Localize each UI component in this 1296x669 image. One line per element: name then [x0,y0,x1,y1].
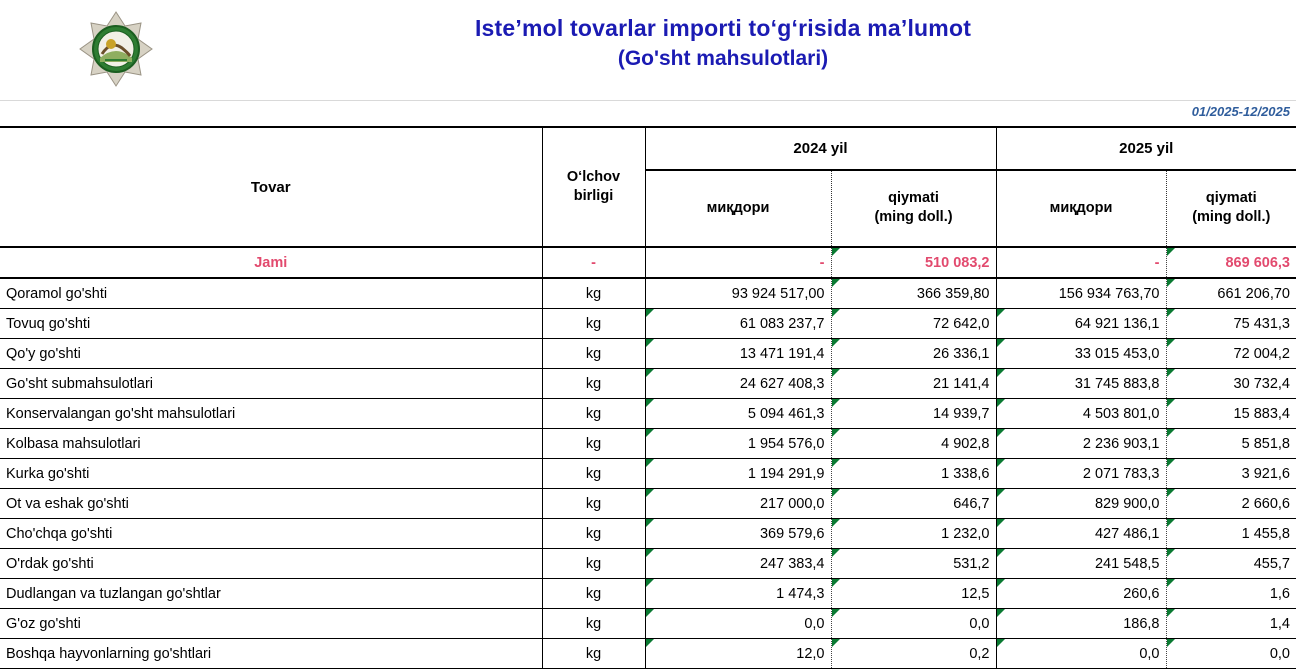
cell-v2024 [831,549,996,579]
cell-value: 1 194 291,9 [748,466,825,482]
cell-value: 14 939,7 [933,406,989,422]
cell-v2024 [831,247,996,278]
cell-value: 1,6 [1270,586,1290,602]
table-head [0,127,1296,247]
cell-q2025 [996,609,1166,639]
cell-value: 26 336,1 [933,346,989,362]
cell-marker-icon [997,639,1005,647]
table-row [0,309,1296,339]
cell-marker-icon [646,519,654,527]
cell-value: 1 338,6 [941,466,989,482]
cell-value: 829 900,0 [1095,496,1160,512]
cell-v2024 [831,609,996,639]
cell-value: 12,5 [961,586,989,602]
cell-value: 2 071 783,3 [1083,466,1160,482]
cell-marker-icon [1167,399,1175,407]
cell-v2025 [1166,399,1296,429]
cell-v2024 [831,579,996,609]
cell-q2024 [645,339,831,369]
cell-v2024 [831,339,996,369]
cell-value: 93 924 517,00 [732,286,825,302]
cell-value: 241 548,5 [1095,556,1160,572]
cell-marker-icon [1167,489,1175,497]
cell-unit: kg [542,429,645,459]
cell-marker-icon [1167,549,1175,557]
title-line-2: (Go'sht mahsulotlari) [170,44,1276,74]
cell-product-name: Tovuq go'shti [0,309,542,339]
cell-value: 217 000,0 [760,496,825,512]
table-row [0,489,1296,519]
cell-q2024 [645,489,831,519]
cell-value: 21 141,4 [933,376,989,392]
cell-v2024 [831,399,996,429]
cell-marker-icon [1167,248,1175,256]
cell-marker-icon [1167,639,1175,647]
table-row [0,579,1296,609]
cell-marker-icon [832,639,840,647]
cell-marker-icon [832,279,840,287]
cell-q2025 [996,399,1166,429]
page-title [170,12,1276,74]
cell-marker-icon [997,309,1005,317]
cell-product-name: Go'sht submahsulotlari [0,369,542,399]
table-row [0,369,1296,399]
cell-marker-icon [997,339,1005,347]
cell-product-name: Konservalangan go'sht mahsulotlari [0,399,542,429]
cell-v2025 [1166,459,1296,489]
cell-q2024 [645,609,831,639]
cell-marker-icon [1167,339,1175,347]
cell-value: 2 660,6 [1242,496,1290,512]
cell-marker-icon [832,309,840,317]
cell-unit: kg [542,399,645,429]
cell-value: 869 606,3 [1225,255,1290,271]
cell-product-name: Ot va eshak go'shti [0,489,542,519]
cell-product-name: G'oz go'shti [0,609,542,639]
cell-value: 0,2 [969,646,989,662]
table-row [0,429,1296,459]
cell-v2024 [831,278,996,309]
column-header-quantity-2024: миқдори [645,170,831,247]
cell-v2024 [831,309,996,339]
column-header-year-2024: 2024 yil [645,127,996,170]
cell-value: 0,0 [804,616,824,632]
cell-v2025 [1166,278,1296,309]
cell-marker-icon [646,369,654,377]
cell-marker-icon [1167,519,1175,527]
cell-marker-icon [646,489,654,497]
cell-unit: kg [542,489,645,519]
cell-q2025 [996,459,1166,489]
cell-product-name: Qoramol go'shti [0,278,542,309]
cell-value: 61 083 237,7 [740,316,825,332]
cell-marker-icon [646,549,654,557]
table-row [0,459,1296,489]
cell-unit: kg [542,339,645,369]
cell-marker-icon [646,429,654,437]
cell-q2024 [645,369,831,399]
cell-value: 0,0 [1270,646,1290,662]
cell-value: 2 236 903,1 [1083,436,1160,452]
cell-product-name: Kolbasa mahsulotlari [0,429,542,459]
value-header-2024-line-2: (ming doll.) [832,208,996,227]
cell-v2025 [1166,339,1296,369]
cell-unit: kg [542,579,645,609]
cell-value: 455,7 [1254,556,1290,572]
cell-q2024 [645,579,831,609]
cell-unit: kg [542,549,645,579]
table-row [0,549,1296,579]
cell-marker-icon [646,399,654,407]
cell-q2025 [996,247,1166,278]
cell-product-name: Kurka go'shti [0,459,542,489]
cell-marker-icon [997,609,1005,617]
cell-v2025 [1166,609,1296,639]
cell-unit: kg [542,519,645,549]
cell-marker-icon [1167,279,1175,287]
cell-q2024 [645,519,831,549]
cell-value: 427 486,1 [1095,526,1160,542]
cell-v2025 [1166,579,1296,609]
cell-marker-icon [646,579,654,587]
cell-value: 0,0 [969,616,989,632]
cell-product-name: O'rdak go'shti [0,549,542,579]
cell-value: 1 455,8 [1242,526,1290,542]
unit-header-line-1: O‘lchov [543,168,645,187]
cell-value: 4 503 801,0 [1083,406,1160,422]
cell-value: 5 094 461,3 [748,406,825,422]
cell-q2024 [645,278,831,309]
cell-marker-icon [997,369,1005,377]
cell-value: 30 732,4 [1234,376,1290,392]
cell-v2024 [831,459,996,489]
cell-q2025 [996,579,1166,609]
cell-q2025 [996,369,1166,399]
column-header-quantity-2025: миқдори [996,170,1166,247]
cell-marker-icon [832,609,840,617]
cell-marker-icon [832,339,840,347]
cell-marker-icon [1167,309,1175,317]
cell-v2024 [831,489,996,519]
cell-marker-icon [832,369,840,377]
cell-marker-icon [646,339,654,347]
cell-marker-icon [832,519,840,527]
cell-q2025 [996,429,1166,459]
cell-marker-icon [832,429,840,437]
cell-value: 13 471 191,4 [740,346,825,362]
cell-v2025 [1166,429,1296,459]
cell-v2025 [1166,369,1296,399]
cell-v2025 [1166,247,1296,278]
cell-value: 1,4 [1270,616,1290,632]
cell-q2025 [996,549,1166,579]
cell-unit: - [542,247,645,278]
value-header-2025-line-1: qiymati [1167,189,1296,208]
cell-value: 64 921 136,1 [1075,316,1160,332]
cell-marker-icon [1167,369,1175,377]
cell-q2025 [996,278,1166,309]
cell-marker-icon [1167,429,1175,437]
cell-value: 366 359,80 [917,286,990,302]
cell-unit: kg [542,309,645,339]
cell-v2025 [1166,639,1296,669]
cell-value: 156 934 763,70 [1059,286,1160,302]
cell-value: 186,8 [1123,616,1159,632]
cell-v2025 [1166,309,1296,339]
cell-value: 75 431,3 [1234,316,1290,332]
import-data-table [0,126,1296,669]
cell-marker-icon [646,609,654,617]
cell-value: 646,7 [953,496,989,512]
table-body [0,247,1296,669]
cell-marker-icon [646,459,654,467]
cell-marker-icon [997,549,1005,557]
cell-value: 72 642,0 [933,316,989,332]
value-header-2024-line-1: qiymati [832,189,996,208]
cell-q2025 [996,339,1166,369]
cell-q2024 [645,639,831,669]
cell-value: 247 383,4 [760,556,825,572]
cell-marker-icon [832,579,840,587]
cell-v2025 [1166,489,1296,519]
cell-q2024 [645,429,831,459]
cell-q2024 [645,247,831,278]
cell-marker-icon [1167,609,1175,617]
cell-v2024 [831,639,996,669]
cell-unit: kg [542,369,645,399]
cell-value: - [820,255,825,271]
cell-unit: kg [542,459,645,489]
table-row [0,609,1296,639]
cell-value: 260,6 [1123,586,1159,602]
cell-value: 3 921,6 [1242,466,1290,482]
table-row [0,278,1296,309]
cell-value: 31 745 883,8 [1075,376,1160,392]
cell-marker-icon [646,309,654,317]
state-emblem-logo [78,10,154,88]
cell-marker-icon [1167,579,1175,587]
cell-product-name: Qo'y go'shti [0,339,542,369]
unit-header-line-2: birligi [543,187,645,206]
cell-marker-icon [997,459,1005,467]
table-row [0,339,1296,369]
cell-product-name: Jami [0,247,542,278]
data-table-container [0,126,1296,669]
cell-value: 661 206,70 [1217,286,1290,302]
cell-q2024 [645,459,831,489]
cell-marker-icon [832,248,840,256]
cell-value: 531,2 [953,556,989,572]
cell-q2025 [996,309,1166,339]
cell-q2024 [645,399,831,429]
cell-marker-icon [832,399,840,407]
cell-value: - [1155,255,1160,271]
cell-marker-icon [997,489,1005,497]
cell-value: 33 015 453,0 [1075,346,1160,362]
cell-unit: kg [542,278,645,309]
cell-value: 24 627 408,3 [740,376,825,392]
table-row [0,639,1296,669]
cell-unit: kg [542,639,645,669]
column-header-value-2024 [831,170,996,247]
cell-value: 0,0 [1139,646,1159,662]
cell-marker-icon [832,459,840,467]
cell-product-name: Cho'chqa go'shti [0,519,542,549]
cell-value: 369 579,6 [760,526,825,542]
cell-q2025 [996,639,1166,669]
cell-marker-icon [1167,459,1175,467]
table-row-total [0,247,1296,278]
cell-q2025 [996,489,1166,519]
cell-value: 4 902,8 [941,436,989,452]
cell-v2024 [831,369,996,399]
cell-v2025 [1166,549,1296,579]
column-header-product: Tovar [0,127,542,247]
cell-q2024 [645,309,831,339]
cell-value: 1 474,3 [776,586,824,602]
report-period: 01/2025-12/2025 [1192,100,1290,124]
cell-value: 5 851,8 [1242,436,1290,452]
value-header-2025-line-2: (ming doll.) [1167,208,1296,227]
cell-value: 72 004,2 [1234,346,1290,362]
cell-marker-icon [997,519,1005,527]
cell-product-name: Dudlangan va tuzlangan go'shtlar [0,579,542,609]
cell-value: 1 232,0 [941,526,989,542]
cell-v2024 [831,519,996,549]
table-row [0,519,1296,549]
cell-marker-icon [997,429,1005,437]
column-header-unit [542,127,645,247]
column-header-value-2025 [1166,170,1296,247]
cell-marker-icon [832,489,840,497]
column-header-year-2025: 2025 yil [996,127,1296,170]
cell-product-name: Boshqa hayvonlarning go'shtlari [0,639,542,669]
cell-marker-icon [997,399,1005,407]
cell-value: 12,0 [796,646,824,662]
cell-value: 510 083,2 [925,255,990,271]
cell-v2024 [831,429,996,459]
table-row [0,399,1296,429]
cell-v2025 [1166,519,1296,549]
cell-q2025 [996,519,1166,549]
cell-q2024 [645,549,831,579]
cell-value: 1 954 576,0 [748,436,825,452]
cell-value: 15 883,4 [1234,406,1290,422]
cell-marker-icon [997,579,1005,587]
cell-unit: kg [542,609,645,639]
title-line-1: Iste’mol tovarlar importi to‘g‘risida ma’lumot [170,12,1276,44]
cell-marker-icon [646,639,654,647]
report-header [0,0,1296,101]
cell-marker-icon [832,549,840,557]
